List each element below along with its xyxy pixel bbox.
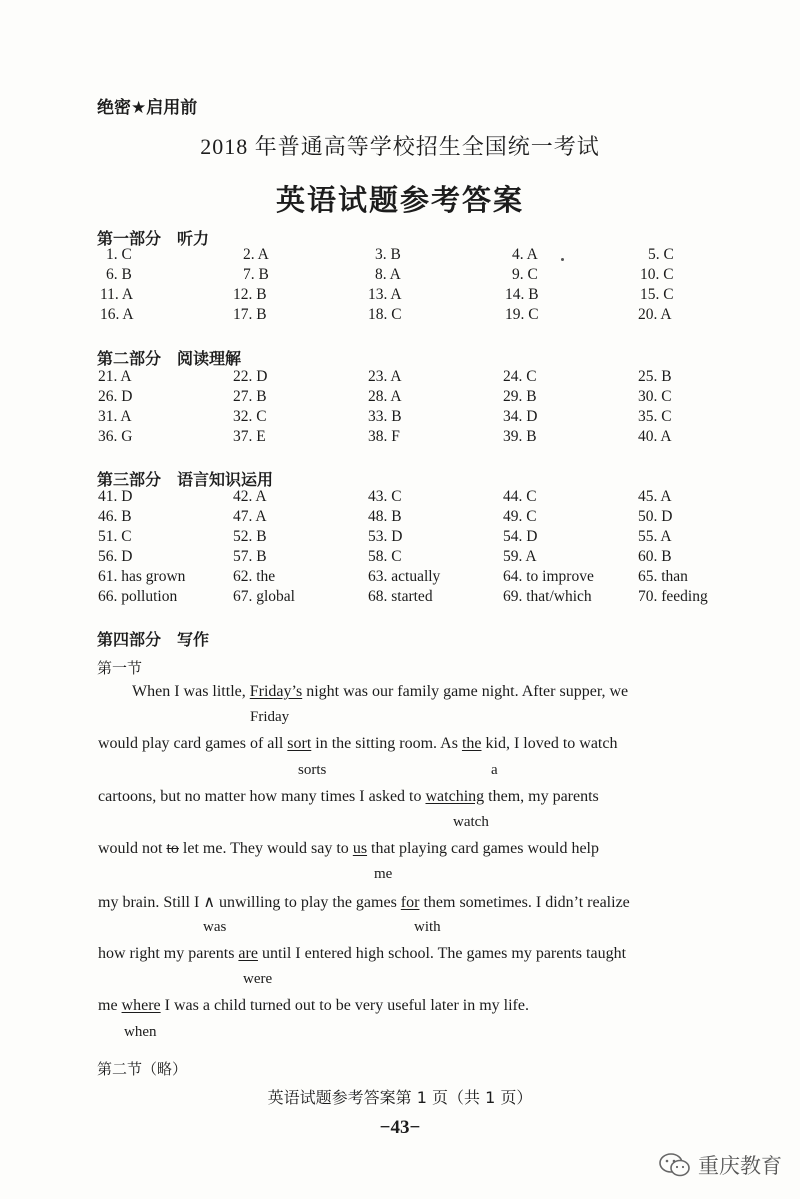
answer-item: 61. has grown [98,568,186,585]
answer-item: 68. started [368,588,433,605]
answer-item: 6. B [106,266,132,283]
answer-item: 26. D [98,388,133,405]
answer-item: 16. A [100,306,134,323]
answer-item: 19. C [505,306,539,323]
watermark [658,1150,782,1180]
answer-item: 56. D [98,548,133,565]
error-word: us [352,840,368,857]
answer-item: 41. D [98,488,133,505]
essay-text: unwilling to play the games [215,894,401,911]
essay-text: When I was little, [132,683,250,700]
essay-text: that playing card games would help [367,840,599,857]
essay-line [98,788,599,806]
answer-item: 7. B [243,266,269,283]
page-number: −43− [379,1117,421,1138]
answer-item: 46. B [98,508,132,525]
correction: with [414,919,441,935]
answer-item: 25. B [638,368,672,385]
watermark-text: 重庆教育 [698,1154,782,1178]
answer-item: 50. D [638,508,673,525]
answer-item: 70. feeding [638,588,708,605]
answer-item: 28. A [368,388,402,405]
answer-item: 55. A [638,528,672,545]
essay-line [98,945,626,963]
correction: watch [453,814,489,830]
section2-label: 第二节（略） [97,1060,188,1078]
answer-item: 45. A [638,488,672,505]
answer-item: 59. A [503,548,537,565]
error-word: are [238,945,258,962]
part3-heading: 第三部分 语言知识运用 [97,470,274,489]
answer-item: 44. C [503,488,537,505]
answer-item: 29. B [503,388,537,405]
answer-item: 39. B [503,428,537,445]
essay-line [98,997,529,1015]
answer-item: 23. A [368,368,402,385]
answer-item: 51. C [98,528,132,545]
scan-speck [561,258,564,261]
answer-item: 49. C [503,508,537,525]
answer-item: 30. C [638,388,672,405]
answer-item: 35. C [638,408,672,425]
answer-item: 69. that/which [503,588,592,605]
error-word: sort [287,735,312,752]
answer-item: 2. A [243,246,269,263]
answer-item: 8. A [375,266,401,283]
answer-item: 36. G [98,428,133,445]
answer-item: 37. E [233,428,266,445]
answer-item: 60. B [638,548,672,565]
essay-text: how right my parents [98,945,239,962]
correction: was [203,919,227,935]
confidential-label: 绝密★启用前 [97,98,198,118]
deleted-word: to [166,840,179,857]
essay-text: them sometimes. I didn’t realize [419,894,630,911]
essay-text: would not [98,840,167,857]
answer-item: 31. A [98,408,132,425]
answer-item: 53. D [368,528,403,545]
answer-item: 22. D [233,368,268,385]
essay-text: until I entered high school. The games my parents taught [257,945,627,962]
answer-item: 54. D [503,528,538,545]
answer-item: 17. B [233,306,267,323]
essay-text: kid, I loved to watch [481,735,618,752]
essay-text: my brain. Still I [98,894,204,911]
answer-item: 43. C [368,488,402,505]
essay-text: in the sitting room. As [311,735,462,752]
answer-item: 24. C [503,368,537,385]
essay-text: cartoons, but no matter how many times I asked to [98,788,426,805]
essay-text: me [98,997,122,1014]
answer-item: 58. C [368,548,402,565]
document-title: 英语试题参考答案 [275,183,524,217]
exam-title: 2018 年普通高等学校招生全国统一考试 [200,134,600,159]
answer-item: 42. A [233,488,267,505]
correction: when [124,1024,157,1040]
essay-line [98,735,617,753]
part4-heading: 第四部分 写作 [97,630,210,649]
answer-item: 4. A [512,246,538,263]
answer-item: 1. C [106,246,132,263]
part2-heading: 第二部分 阅读理解 [97,349,242,368]
essay-line [98,840,599,858]
answer-item: 67. global [233,588,295,605]
error-word: Friday’s [249,683,303,700]
essay-text: I was a child turned out to be very useful later in my life. [160,997,529,1014]
answer-item: 38. F [368,428,400,445]
correction: Friday [250,709,290,725]
answer-item: 57. B [233,548,267,565]
answer-item: 32. C [233,408,267,425]
error-word: watching [425,788,485,805]
wechat-icon [658,1152,692,1178]
essay-text: let me. They would say to [178,840,353,857]
answer-item: 18. C [368,306,402,323]
answer-item: 12. B [233,286,267,303]
correction: a [491,762,498,778]
answer-item: 21. A [98,368,132,385]
answer-item: 3. B [375,246,401,263]
correction: me [374,866,393,882]
part1-heading: 第一部分 听力 [97,229,210,248]
page-footer: 英语试题参考答案第 1 页（共 1 页） [267,1088,533,1107]
answer-item: 33. B [368,408,402,425]
answer-item: 65. than [638,568,688,585]
answer-item: 47. A [233,508,267,525]
error-word: the [461,735,482,752]
answer-item: 27. B [233,388,267,405]
essay-line [132,683,628,701]
answer-item: 5. C [648,246,674,263]
answer-item: 10. C [640,266,674,283]
answer-item: 63. actually [368,568,441,585]
essay-text: them, my parents [484,788,599,805]
correction: were [243,971,273,987]
essay-text: would play card games of all [98,735,288,752]
correction: sorts [298,762,327,778]
answer-item: 48. B [368,508,402,525]
answer-item: 15. C [640,286,674,303]
answer-item: 14. B [505,286,539,303]
answer-item: 20. A [638,306,672,323]
answer-item: 34. D [503,408,538,425]
section1-label: 第一节 [97,659,143,677]
answer-item: 40. A [638,428,672,445]
answer-item: 9. C [512,266,538,283]
essay-line [98,892,630,912]
essay-text: night was our family game night. After supper, we [302,683,629,700]
answer-item: 11. A [100,286,134,303]
answer-item: 62. the [233,568,276,585]
error-word: for [400,894,420,911]
error-word: where [121,997,161,1014]
answer-item: 52. B [233,528,267,545]
answer-item: 13. A [368,286,402,303]
insert-caret: ∧ [203,894,216,911]
answer-item: 64. to improve [503,568,594,585]
answer-item: 66. pollution [98,588,178,605]
